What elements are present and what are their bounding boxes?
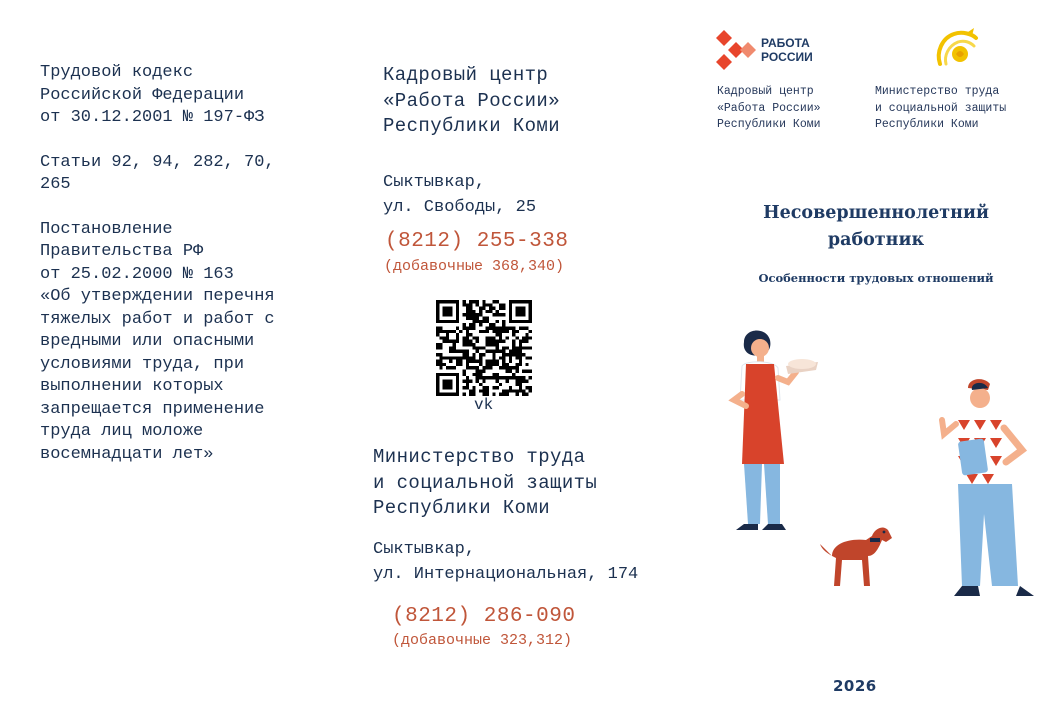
resolution-line: Постановление [40,219,173,239]
resolution-line: выполнении которых [40,377,224,396]
center1-title-line: Кадровый центр [383,64,549,86]
caption-line: Министерство труда [875,85,1000,98]
title-line: работник [827,230,925,250]
qr-code[interactable] [436,300,532,396]
resolution-line: тяжелых работ и работ с [40,309,275,329]
center2-title-line: Министерство труда [373,446,586,468]
address-line: Сыктывкар, [383,173,486,192]
center1-phone[interactable]: (8212) 255-338 [385,230,569,253]
center2-title-line: и социальной защиты [373,471,598,494]
legal-references [40,62,340,466]
caption-line: Кадровый центр [717,85,814,98]
dog-figure [820,528,892,586]
center1-title-line: Республики Коми [383,115,561,137]
code-line: от 30.12.2001 № 197-ФЗ [40,108,265,127]
code-line: Российской Федерации [40,85,245,105]
qr-code-image [436,300,532,396]
articles-line: 265 [40,175,71,194]
rabota-rossii-logo-text [761,36,813,64]
qr-label: vk [474,396,494,414]
year: 2026 [833,677,877,695]
articles-line: Статьи 92, 94, 282, 70, [40,152,275,172]
resolution-line: восемнадцати лет» [40,444,214,464]
caption-line: Республики Коми [717,118,821,131]
caption-line: и социальной защиты [875,101,1007,115]
logo2-caption [875,84,1006,134]
address-line: Сыктывкар, [373,540,476,559]
logo-text-line: РАБОТА [761,36,810,50]
ministry-logo-icon [932,28,982,70]
center1-address [383,170,536,220]
center1-title [383,63,560,140]
address-line: ул. Свободы, 25 [383,198,537,217]
resolution-line: Правительства РФ [40,242,204,261]
center1-extension: (добавочные 368,340) [384,258,565,275]
logo1-caption [717,84,821,134]
center2-extension: (добавочные 323,312) [392,632,573,649]
title-line: Несовершеннолетний [763,203,989,223]
center2-phone[interactable]: (8212) 286-090 [392,605,576,628]
resolution-line: от 25.02.2000 № 163 [40,264,234,284]
center2-title-line: Республики Коми [373,497,551,519]
brochure-subtitle: Особенности трудовых отношений [758,271,994,285]
workers-illustration [722,324,1040,600]
logo-text-line: РОССИИ [761,50,813,64]
address-line: ул. Интернациональная, 174 [373,565,639,584]
code-line: Трудовой кодекс [40,63,194,82]
male-figure [942,379,1034,596]
center1-title-line: «Работа России» [383,89,561,112]
resolution-line: запрещается применение [40,399,265,419]
center2-address [373,537,638,587]
rabota-rossii-logo-icon [714,28,760,72]
center2-title [373,445,597,522]
caption-line: «Работа России» [717,101,821,115]
resolution-line: «Об утверждении перечня [40,287,275,306]
resolution-line: вредными или опасными [40,332,255,351]
resolution-line: условиями труда, при [40,354,245,374]
resolution-line: труда лиц моложе [40,422,204,441]
female-baker-figure [734,330,818,530]
caption-line: Республики Коми [875,118,979,131]
brochure-title [716,200,1036,254]
